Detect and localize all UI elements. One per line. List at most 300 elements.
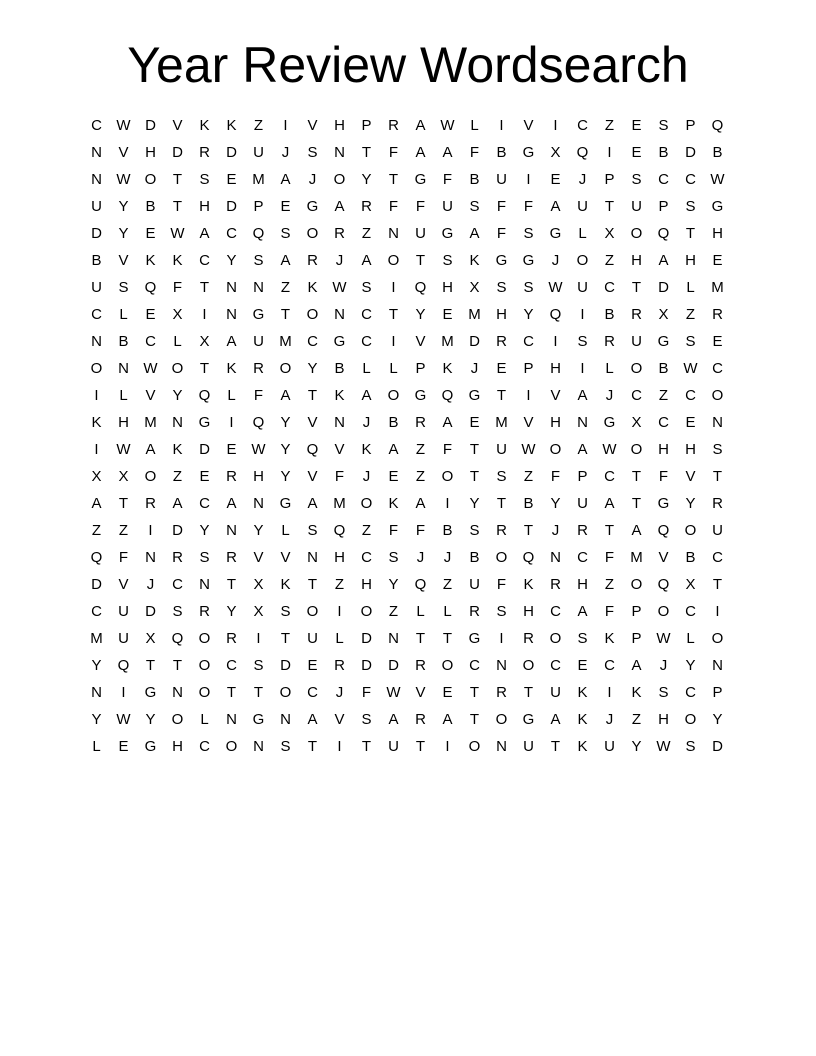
grid-letter: F xyxy=(388,144,399,161)
grid-letter: Z xyxy=(415,468,426,485)
grid-letter: T xyxy=(388,306,399,323)
grid-letter: W xyxy=(521,441,536,458)
grid-letter: V xyxy=(118,576,129,593)
grid-letter: X xyxy=(604,225,615,242)
grid-letter: X xyxy=(631,414,642,431)
grid-letter: B xyxy=(118,333,129,350)
grid-letter: D xyxy=(226,198,237,215)
grid-letter: T xyxy=(469,711,480,728)
grid-letter: C xyxy=(658,414,669,431)
grid-letter: O xyxy=(549,441,562,458)
grid-letter: J xyxy=(605,711,614,728)
grid-letter: T xyxy=(307,738,318,755)
grid-letter: Y xyxy=(361,171,372,188)
grid-letter: W xyxy=(602,441,617,458)
grid-letter: Z xyxy=(172,468,183,485)
grid-letter: O xyxy=(522,657,535,674)
grid-letter: A xyxy=(442,414,453,431)
grid-letter: N xyxy=(118,360,129,377)
grid-letter: B xyxy=(91,252,102,269)
grid-letter: A xyxy=(631,657,642,674)
grid-letter: Z xyxy=(604,252,615,269)
grid-letter: Z xyxy=(388,603,399,620)
grid-letter: B xyxy=(712,144,723,161)
grid-letter: Q xyxy=(252,225,265,242)
grid-letter: C xyxy=(523,333,534,350)
grid-letter: Q xyxy=(144,279,157,296)
grid-letter: K xyxy=(91,414,102,431)
grid-letter: L xyxy=(281,522,290,539)
grid-letter: O xyxy=(684,711,697,728)
grid-letter: C xyxy=(91,117,102,134)
grid-letter: D xyxy=(280,657,291,674)
grid-letter: W xyxy=(251,441,266,458)
grid-letter: O xyxy=(657,603,670,620)
grid-letter: K xyxy=(145,252,156,269)
grid-letter: Y xyxy=(685,657,696,674)
grid-letter: R xyxy=(415,657,426,674)
grid-letter: T xyxy=(199,279,210,296)
grid-letter: A xyxy=(577,603,588,620)
grid-letter: O xyxy=(144,468,157,485)
grid-letter: S xyxy=(280,738,291,755)
grid-letter: U xyxy=(91,198,102,215)
grid-letter: U xyxy=(415,225,426,242)
grid-letter: Z xyxy=(523,468,534,485)
grid-letter: S xyxy=(685,738,696,755)
grid-letter: O xyxy=(198,630,211,647)
grid-letter: H xyxy=(118,414,129,431)
grid-letter: E xyxy=(442,306,453,323)
grid-letter: U xyxy=(577,279,588,296)
grid-letter: I xyxy=(229,414,234,431)
grid-letter: N xyxy=(172,684,183,701)
grid-row xyxy=(83,706,733,733)
grid-letter: W xyxy=(386,684,401,701)
grid-letter: I xyxy=(526,387,531,404)
grid-letter: R xyxy=(523,630,534,647)
grid-letter: G xyxy=(144,738,157,755)
grid-letter: R xyxy=(334,657,345,674)
grid-letter: V xyxy=(145,387,156,404)
grid-letter: Q xyxy=(117,657,130,674)
grid-letter: S xyxy=(118,279,129,296)
grid-letter: R xyxy=(226,630,237,647)
grid-letter: J xyxy=(335,252,344,269)
grid-letter: G xyxy=(306,198,319,215)
grid-letter: L xyxy=(335,630,344,647)
grid-letter: I xyxy=(580,306,585,323)
grid-letter: E xyxy=(307,657,318,674)
grid-letter: N xyxy=(226,711,237,728)
grid-letter: L xyxy=(389,360,398,377)
grid-letter: O xyxy=(630,360,643,377)
grid-letter: T xyxy=(226,684,237,701)
grid-letter: G xyxy=(522,144,535,161)
grid-letter: J xyxy=(443,549,452,566)
grid-letter: X xyxy=(199,333,210,350)
grid-letter: Y xyxy=(712,711,723,728)
grid-letter: T xyxy=(496,495,507,512)
grid-letter: S xyxy=(658,684,669,701)
grid-letter: X xyxy=(469,279,480,296)
grid-letter: F xyxy=(334,468,345,485)
grid-letter: T xyxy=(469,441,480,458)
grid-letter: C xyxy=(712,549,723,566)
grid-letter: B xyxy=(469,171,480,188)
grid-letter: T xyxy=(118,495,129,512)
grid-letter: F xyxy=(388,522,399,539)
grid-letter: J xyxy=(362,414,371,431)
grid-letter: D xyxy=(712,738,723,755)
grid-letter: K xyxy=(172,441,183,458)
grid-letter: N xyxy=(91,684,102,701)
grid-letter: Q xyxy=(414,576,427,593)
grid-letter: R xyxy=(361,198,372,215)
grid-letter: X xyxy=(172,306,183,323)
grid-letter: O xyxy=(495,549,508,566)
grid-letter: C xyxy=(685,603,696,620)
grid-letter: C xyxy=(199,495,210,512)
grid-letter: L xyxy=(416,603,425,620)
grid-letter: U xyxy=(469,576,480,593)
grid-letter: F xyxy=(253,387,264,404)
grid-letter: L xyxy=(578,225,587,242)
grid-letter: F xyxy=(469,144,480,161)
grid-letter: M xyxy=(144,414,157,431)
grid-letter: I xyxy=(337,603,342,620)
grid-letter: M xyxy=(252,171,265,188)
grid-letter: P xyxy=(415,360,426,377)
grid-letter: F xyxy=(388,198,399,215)
grid-letter: I xyxy=(256,630,261,647)
grid-letter: A xyxy=(361,387,372,404)
grid-letter: U xyxy=(496,171,507,188)
grid-letter: E xyxy=(388,468,399,485)
grid-letter: S xyxy=(172,603,183,620)
grid-letter: E xyxy=(442,684,453,701)
grid-letter: N xyxy=(145,549,156,566)
grid-letter: A xyxy=(388,441,399,458)
grid-letter: P xyxy=(523,360,534,377)
grid-letter: W xyxy=(116,711,131,728)
grid-letter: V xyxy=(334,441,345,458)
grid-letter: C xyxy=(685,171,696,188)
grid-letter: D xyxy=(172,144,183,161)
grid-letter: R xyxy=(496,684,507,701)
grid-letter: O xyxy=(468,738,481,755)
grid-letter: U xyxy=(91,279,102,296)
grid-letter: Y xyxy=(145,711,156,728)
grid-letter: C xyxy=(577,549,588,566)
grid-letter: N xyxy=(253,738,264,755)
grid-letter: H xyxy=(550,414,561,431)
grid-letter: A xyxy=(280,171,291,188)
grid-letter: U xyxy=(631,333,642,350)
grid-letter: O xyxy=(630,225,643,242)
grid-letter: O xyxy=(198,657,211,674)
grid-letter: V xyxy=(658,549,669,566)
grid-letter: O xyxy=(306,225,319,242)
grid-letter: W xyxy=(116,117,131,134)
grid-row xyxy=(83,193,733,220)
grid-letter: H xyxy=(496,306,507,323)
grid-letter: D xyxy=(145,603,156,620)
grid-letter: V xyxy=(253,549,264,566)
grid-letter: A xyxy=(280,387,291,404)
grid-letter: R xyxy=(550,576,561,593)
grid-letter: R xyxy=(469,603,480,620)
grid-letter: S xyxy=(280,225,291,242)
grid-letter: B xyxy=(469,549,480,566)
grid-letter: N xyxy=(253,279,264,296)
grid-letter: A xyxy=(361,252,372,269)
grid-letter: T xyxy=(442,630,453,647)
grid-letter: M xyxy=(90,630,103,647)
grid-letter: A xyxy=(415,495,426,512)
grid-letter: C xyxy=(604,657,615,674)
grid-letter: N xyxy=(712,657,723,674)
grid-letter: A xyxy=(415,117,426,134)
grid-letter: A xyxy=(604,495,615,512)
grid-letter: S xyxy=(577,630,588,647)
grid-letter: K xyxy=(199,117,210,134)
grid-letter: F xyxy=(496,225,507,242)
grid-letter: S xyxy=(658,117,669,134)
grid-letter: D xyxy=(226,144,237,161)
grid-letter: E xyxy=(280,198,291,215)
grid-letter: O xyxy=(630,576,643,593)
grid-letter: W xyxy=(683,360,698,377)
grid-letter: R xyxy=(172,549,183,566)
grid-letter: H xyxy=(334,549,345,566)
grid-letter: T xyxy=(496,387,507,404)
grid-letter: G xyxy=(252,711,265,728)
grid-letter: C xyxy=(307,333,318,350)
grid-letter: Y xyxy=(172,387,183,404)
grid-letter: Z xyxy=(415,441,426,458)
grid-letter: N xyxy=(712,414,723,431)
grid-letter: S xyxy=(685,333,696,350)
grid-row xyxy=(83,625,733,652)
grid-letter: R xyxy=(496,333,507,350)
grid-letter: Z xyxy=(361,225,372,242)
grid-letter: G xyxy=(711,198,724,215)
grid-letter: W xyxy=(656,738,671,755)
grid-letter: B xyxy=(388,414,399,431)
grid-letter: B xyxy=(658,360,669,377)
grid-letter: I xyxy=(445,495,450,512)
grid-letter: A xyxy=(226,333,237,350)
grid-letter: C xyxy=(199,738,210,755)
grid-letter: T xyxy=(280,306,291,323)
grid-row xyxy=(83,301,733,328)
grid-letter: H xyxy=(199,198,210,215)
grid-letter: R xyxy=(415,711,426,728)
grid-letter: V xyxy=(280,549,291,566)
grid-letter: V xyxy=(523,414,534,431)
grid-letter: S xyxy=(685,198,696,215)
grid-letter: P xyxy=(712,684,723,701)
grid-letter: T xyxy=(712,468,723,485)
grid-letter: D xyxy=(361,630,372,647)
grid-letter: F xyxy=(604,603,615,620)
grid-letter: L xyxy=(200,711,209,728)
grid-letter: V xyxy=(118,144,129,161)
grid-letter: I xyxy=(202,306,207,323)
grid-letter: O xyxy=(198,684,211,701)
grid-letter: K xyxy=(577,684,588,701)
grid-letter: P xyxy=(577,468,588,485)
grid-letter: U xyxy=(307,630,318,647)
grid-letter: K xyxy=(577,738,588,755)
grid-letter: A xyxy=(442,711,453,728)
grid-letter: C xyxy=(469,657,480,674)
grid-letter: K xyxy=(631,684,642,701)
grid-letter: S xyxy=(496,603,507,620)
grid-letter: L xyxy=(173,333,182,350)
grid-letter: I xyxy=(580,360,585,377)
grid-letter: C xyxy=(361,333,372,350)
grid-letter: T xyxy=(469,684,480,701)
grid-letter: C xyxy=(226,657,237,674)
grid-letter: Z xyxy=(91,522,102,539)
grid-letter: O xyxy=(279,684,292,701)
grid-letter: R xyxy=(712,306,723,323)
grid-letter: T xyxy=(415,738,426,755)
grid-letter: O xyxy=(306,306,319,323)
grid-letter: L xyxy=(227,387,236,404)
grid-letter: B xyxy=(145,198,156,215)
grid-letter: T xyxy=(415,630,426,647)
grid-letter: T xyxy=(631,468,642,485)
grid-letter: A xyxy=(199,225,210,242)
grid-letter: J xyxy=(362,468,371,485)
grid-letter: O xyxy=(333,171,346,188)
grid-letter: Z xyxy=(118,522,129,539)
grid-letter: T xyxy=(307,576,318,593)
grid-letter: O xyxy=(171,711,184,728)
grid-letter: N xyxy=(334,306,345,323)
grid-letter: O xyxy=(576,252,589,269)
grid-letter: R xyxy=(199,144,210,161)
grid-row xyxy=(83,544,733,571)
grid-letter: X xyxy=(145,630,156,647)
grid-letter: E xyxy=(199,468,210,485)
grid-letter: N xyxy=(280,711,291,728)
grid-letter: O xyxy=(225,738,238,755)
grid-row xyxy=(83,112,733,139)
grid-row xyxy=(83,274,733,301)
grid-letter: O xyxy=(279,360,292,377)
grid-letter: P xyxy=(361,117,372,134)
grid-letter: N xyxy=(334,414,345,431)
grid-letter: R xyxy=(307,252,318,269)
grid-letter: A xyxy=(307,495,318,512)
grid-letter: G xyxy=(144,684,157,701)
grid-letter: X xyxy=(118,468,129,485)
grid-letter: G xyxy=(549,225,562,242)
grid-letter: R xyxy=(496,522,507,539)
grid-letter: N xyxy=(199,576,210,593)
grid-letter: Z xyxy=(280,279,291,296)
grid-letter: H xyxy=(442,279,453,296)
grid-letter: W xyxy=(548,279,563,296)
grid-letter: I xyxy=(445,738,450,755)
grid-letter: C xyxy=(145,333,156,350)
grid-letter: T xyxy=(388,171,399,188)
grid-letter: H xyxy=(334,117,345,134)
grid-letter: N xyxy=(226,522,237,539)
grid-letter: S xyxy=(712,441,723,458)
grid-letter: A xyxy=(334,198,345,215)
grid-row xyxy=(83,382,733,409)
grid-letter: C xyxy=(361,549,372,566)
grid-letter: G xyxy=(252,306,265,323)
grid-letter: H xyxy=(253,468,264,485)
grid-letter: Q xyxy=(306,441,319,458)
grid-letter: Q xyxy=(198,387,211,404)
grid-letter: A xyxy=(577,387,588,404)
grid-row xyxy=(83,436,733,463)
grid-letter: E xyxy=(226,171,237,188)
grid-letter: P xyxy=(604,171,615,188)
grid-letter: T xyxy=(604,522,615,539)
grid-letter: B xyxy=(604,306,615,323)
grid-letter: N xyxy=(172,414,183,431)
grid-letter: T xyxy=(145,657,156,674)
grid-row xyxy=(83,652,733,679)
grid-letter: C xyxy=(91,603,102,620)
grid-letter: O xyxy=(711,630,724,647)
grid-letter: I xyxy=(391,279,396,296)
grid-letter: S xyxy=(577,333,588,350)
grid-letter: H xyxy=(631,252,642,269)
grid-letter: Y xyxy=(685,495,696,512)
grid-letter: O xyxy=(549,630,562,647)
grid-letter: Y xyxy=(280,414,291,431)
grid-letter: I xyxy=(337,738,342,755)
grid-letter: V xyxy=(172,117,183,134)
grid-letter: C xyxy=(658,171,669,188)
grid-letter: K xyxy=(307,279,318,296)
grid-letter: S xyxy=(442,252,453,269)
grid-letter: K xyxy=(280,576,291,593)
grid-letter: J xyxy=(605,387,614,404)
grid-letter: T xyxy=(685,225,696,242)
grid-letter: Y xyxy=(415,306,426,323)
grid-letter: S xyxy=(307,522,318,539)
grid-row xyxy=(83,220,733,247)
grid-letter: A xyxy=(577,441,588,458)
grid-letter: L xyxy=(686,630,695,647)
grid-letter: M xyxy=(468,306,481,323)
grid-letter: D xyxy=(469,333,480,350)
grid-letter: U xyxy=(496,441,507,458)
grid-letter: M xyxy=(630,549,643,566)
grid-letter: B xyxy=(334,360,345,377)
grid-row xyxy=(83,247,733,274)
grid-letter: S xyxy=(253,657,264,674)
grid-letter: G xyxy=(279,495,292,512)
letter-grid xyxy=(83,112,733,760)
grid-letter: C xyxy=(226,225,237,242)
grid-letter: G xyxy=(198,414,211,431)
grid-row xyxy=(83,571,733,598)
grid-letter: T xyxy=(361,144,372,161)
grid-letter: Q xyxy=(414,279,427,296)
grid-letter: X xyxy=(550,144,561,161)
